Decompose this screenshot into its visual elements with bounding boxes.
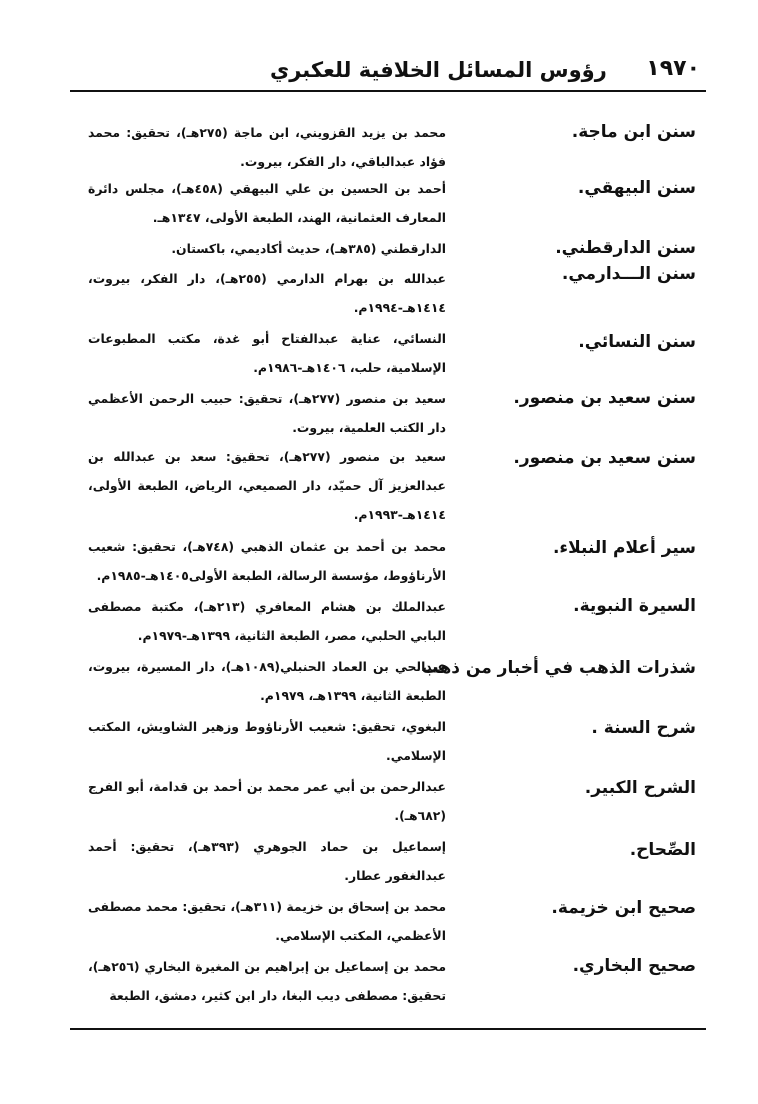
entry-reference: محمد بن أحمد بن عثمان الذهبي (٧٤٨هـ)، تحقيق: شعيب الأرناؤوط، مؤسسة الرسالة، الطبعة الأولى١٤٠٥هـ-١٩٨٥م.: [88, 539, 446, 583]
entry-title: سنن النسائي.: [578, 332, 696, 352]
entry-reference: عبدالملك بن هشام المعافري (٢١٣هـ)، مكتبة مصطفى البابي الحلبي، مصر، الطبعة الثانية، ١٣٩٩هـ-١٩٧٩م.: [88, 599, 446, 643]
bibliography-entry: [70, 264, 706, 324]
bibliography-entry: [70, 384, 706, 442]
bibliography-entry: [70, 234, 706, 264]
entry-title: سنن الدارقطني.: [555, 238, 696, 258]
entry-title: صحيح البخاري.: [572, 956, 696, 976]
entry-title: الشرح الكبير.: [584, 778, 696, 798]
entry-title: الصِّحاح.: [629, 840, 696, 860]
bibliography-entry: [70, 772, 706, 832]
entry-title: سير أعلام النبلاء.: [552, 538, 696, 558]
entry-reference: عبدالرحمن بن أبي عمر محمد بن أحمد بن قدامة، أبو الفرج (٦٨٢هـ).: [88, 779, 446, 823]
bibliography-entry: [70, 324, 706, 384]
page-number: ١٩٧٠: [646, 56, 700, 81]
running-title: رؤوس المسائل الخلافية للعكبري: [270, 58, 607, 82]
entry-title: شرح السنة .: [591, 718, 696, 738]
entry-reference: سعيد بن منصور (٢٧٧هـ)، تحقيق: سعد بن عبدالله بن عبدالعزيز آل حميّد، دار الصميعي، الرياض، الطبعة الأولى، ١٤١٤هـ-١٩٩٣م.: [88, 449, 446, 522]
entry-reference: النسائي، عناية عبدالفتاح أبو غدة، مكتب المطبوعات الإسلامية، حلب، ١٤٠٦هـ-١٩٨٦م.: [88, 331, 446, 375]
entry-reference: عبدالحي بن العماد الحنبلي(١٠٨٩هـ)، دار المسيرة، بيروت، الطبعة الثانية، ١٣٩٩هـ، ١٩٧٩م.: [88, 659, 446, 703]
entry-reference: عبدالله بن بهرام الدارمي (٢٥٥هـ)، دار الفكر، بيروت، ١٤١٤هـ-١٩٩٤م.: [88, 271, 447, 315]
entry-reference: محمد بن يزيد القزويني، ابن ماجة (٢٧٥هـ)، تحقيق: محمد فؤاد عبدالباقي، دار الفكر، بيروت.: [88, 125, 446, 169]
bibliography-entry: [70, 712, 706, 772]
entry-title: السيرة النبوية.: [573, 596, 696, 616]
entry-title: شذرات الذهب في أخبار من ذهب: [421, 658, 696, 678]
bibliography-entry: [70, 832, 706, 892]
entry-title: سنن ابن ماجة.: [571, 122, 696, 142]
entry-reference: الدارقطني (٣٨٥هـ)، حديث أكاديمي، باكستان.: [171, 241, 446, 256]
bibliography-entry: [70, 532, 706, 592]
bibliography-entry: [70, 952, 706, 1012]
entry-reference: محمد بن إسحاق بن خزيمة (٣١١هـ)، تحقيق: محمد مصطفى الأعظمي، المكتب الإسلامي.: [88, 899, 446, 943]
bibliography-list: [70, 118, 706, 1012]
bibliography-entry: [70, 442, 706, 532]
page-header: [70, 54, 706, 92]
bibliography-entry: [70, 118, 706, 174]
entry-reference: محمد بن إسماعيل بن إبراهيم بن المغيرة البخاري (٢٥٦هـ)، تحقيق: مصطفى ديب البغا، دار ابن كثير، دمشق، الطبعة: [88, 959, 446, 1003]
bibliography-entry: [70, 174, 706, 234]
entry-reference: البغوي، تحقيق: شعيب الأرناؤوط وزهير الشاويش، المكتب الإسلامي.: [88, 719, 446, 763]
entry-reference: أحمد بن الحسين بن علي البيهقي (٤٥٨هـ)، مجلس دائرة المعارف العثمانية، الهند، الطبعة الأولى، ١٣٤٧هـ.: [88, 181, 446, 225]
bibliography-entry: [70, 592, 706, 652]
bibliography-entry: [70, 652, 706, 712]
entry-title: سنن الـــدارمي.: [561, 264, 696, 284]
entry-title: سنن سعيد بن منصور.: [513, 448, 696, 468]
entry-title: صحيح ابن خزيمة.: [551, 898, 696, 918]
entry-title: سنن سعيد بن منصور.: [513, 388, 696, 408]
entry-title: سنن البيهقي.: [577, 178, 696, 198]
entry-reference: سعيد بن منصور (٢٧٧هـ)، تحقيق: حبيب الرحمن الأعظمي دار الكتب العلمية، بيروت.: [88, 391, 446, 435]
footer-rule: [70, 1028, 706, 1030]
bibliography-entry: [70, 892, 706, 952]
entry-reference: إسماعيل بن حماد الجوهري (٣٩٣هـ)، تحقيق: أحمد عبدالغفور عطار.: [88, 839, 446, 883]
